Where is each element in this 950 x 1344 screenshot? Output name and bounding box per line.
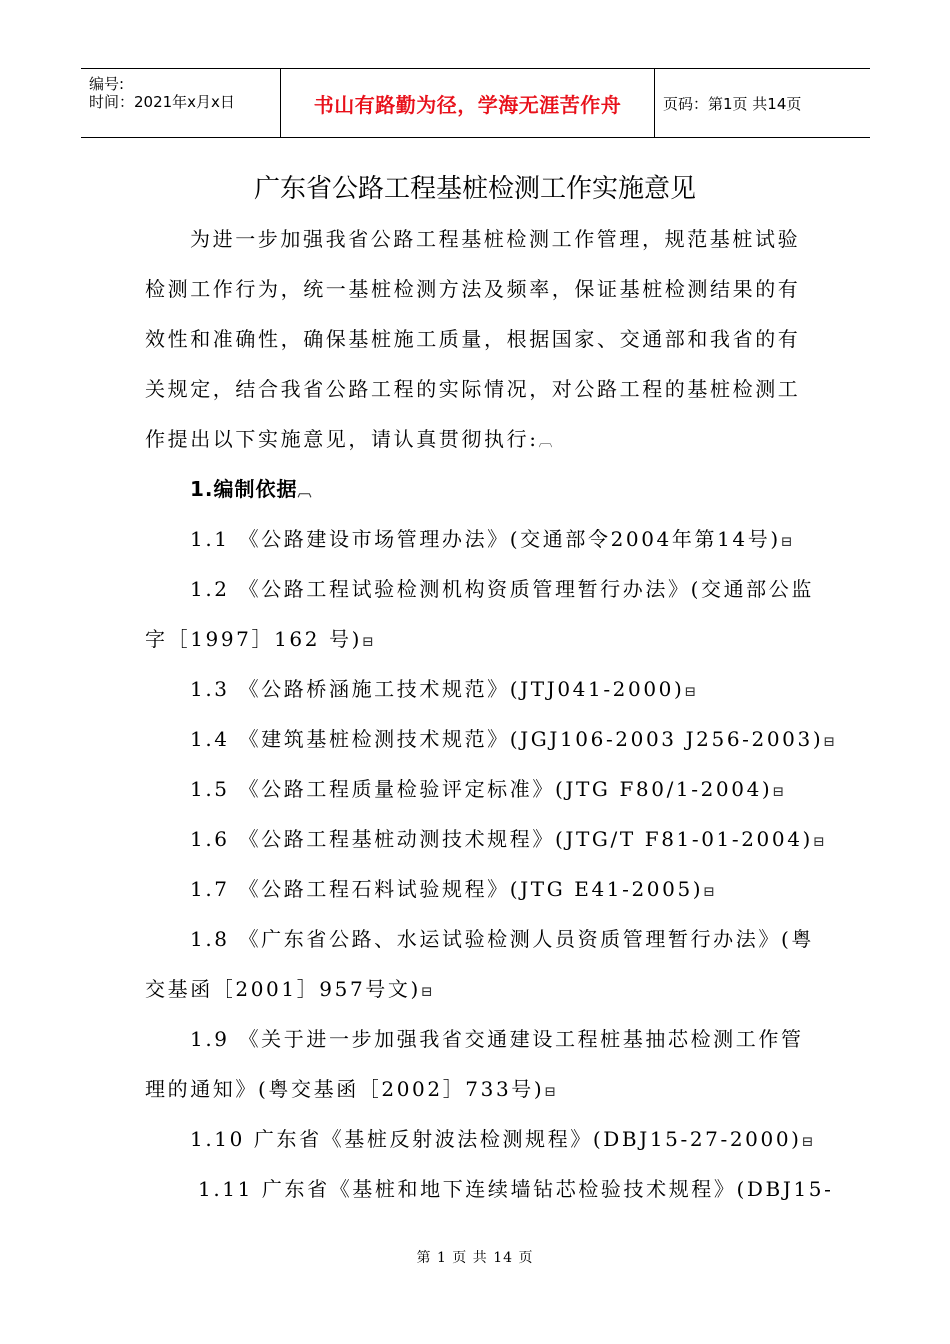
item-1-10 xyxy=(190,1123,813,1152)
item-1-3 xyxy=(190,673,696,702)
line-end-mark-icon: ⊟ xyxy=(812,834,825,850)
item-1-2-cont xyxy=(145,623,374,652)
page-footer: 第 1 页 共 14 页 xyxy=(416,1250,534,1266)
intro-line-5 xyxy=(145,423,553,452)
item-1-6 xyxy=(190,823,825,852)
line-end-mark-icon: ⊟ xyxy=(703,884,715,900)
item-1-8-cont xyxy=(145,973,433,1002)
item-1-7 xyxy=(190,873,715,902)
paragraph-mark-icon: ︹ xyxy=(297,484,312,500)
item-1-8: 1.8 《广东省公路、水运试验检测人员资质管理暂行办法》(粤 xyxy=(190,927,814,951)
item-text: 理的通知》(粤交基函［2002］733号) xyxy=(145,1077,545,1101)
intro-line-5-text: 作提出以下实施意见，请认真贯彻执行: xyxy=(145,427,539,451)
page-info: 页码：第1页 共14页 xyxy=(663,94,802,113)
paragraph-mark-icon: ︹ xyxy=(538,434,553,450)
item-text: 1.10 广东省《基桩反射波法检测规程》(DBJ15-27-2000) xyxy=(190,1127,802,1151)
line-end-mark-icon: ⊟ xyxy=(801,1134,814,1150)
item-1-4 xyxy=(190,723,835,752)
intro-line-2: 检测工作行为，统一基桩检测方法及频率，保证基桩检测结果的有 xyxy=(145,277,801,301)
section-heading xyxy=(190,473,312,502)
line-end-mark-icon: ⊟ xyxy=(544,1084,557,1100)
line-end-mark-icon: ⊟ xyxy=(420,984,433,1000)
item-text: 字［1997］162 号) xyxy=(145,627,363,651)
item-text: 交基函［2001］957号文) xyxy=(145,977,421,1001)
section-heading-text: 1.编制依据 xyxy=(190,477,298,501)
item-text: 1.7 《公路工程石料试验规程》(JTG E41-2005) xyxy=(190,877,704,901)
item-text: 1.4 《建筑基桩检测技术规范》(JGJ106-2003 J256-2003) xyxy=(190,727,824,751)
intro-line-4: 关规定，结合我省公路工程的实际情况，对公路工程的基桩检测工 xyxy=(145,377,801,401)
item-text: 1.1 《公路建设市场管理办法》(交通部令2004年第14号) xyxy=(190,527,781,551)
header-table xyxy=(81,68,870,138)
document-title: 广东省公路工程基桩检测工作实施意见 xyxy=(253,174,696,204)
line-end-mark-icon: ⊟ xyxy=(684,684,697,700)
item-1-11: 1.11 广东省《基桩和地下连续墙钻芯检验技术规程》(DBJ15- xyxy=(198,1177,834,1201)
item-text: 1.5 《公路工程质量检验评定标准》(JTG F80/1-2004) xyxy=(190,777,773,801)
line-end-mark-icon: ⊟ xyxy=(780,534,793,550)
line-end-mark-icon: ⊟ xyxy=(772,784,785,800)
item-1-2: 1.2 《公路工程试验检测机构资质管理暂行办法》(交通部公监 xyxy=(190,577,814,601)
intro-line-3: 效性和准确性，确保基桩施工质量，根据国家、交通部和我省的有 xyxy=(145,327,801,351)
header-left-cell xyxy=(81,69,280,137)
item-text: 1.6 《公路工程基桩动测技术规程》(JTG/T F81-01-2004) xyxy=(190,827,813,851)
item-1-9-cont xyxy=(145,1073,556,1102)
item-1-5 xyxy=(190,773,784,802)
motto: 书山有路勤为径，学海无涯苦作舟 xyxy=(280,69,655,137)
intro-line-1: 为进一步加强我省公路工程基桩检测工作管理，规范基桩试验 xyxy=(190,227,801,251)
line-end-mark-icon: ⊟ xyxy=(362,634,374,650)
line-end-mark-icon: ⊟ xyxy=(823,734,835,750)
time-label: 时间：2021年x月x日 xyxy=(89,93,235,111)
number-label: 编号: xyxy=(89,75,125,93)
item-text: 1.3 《公路桥涵施工技术规范》(JTJ041-2000) xyxy=(190,677,685,701)
item-1-9: 1.9 《关于进一步加强我省交通建设工程桩基抽芯检测工作管 xyxy=(190,1027,804,1051)
item-1-1 xyxy=(190,523,792,552)
